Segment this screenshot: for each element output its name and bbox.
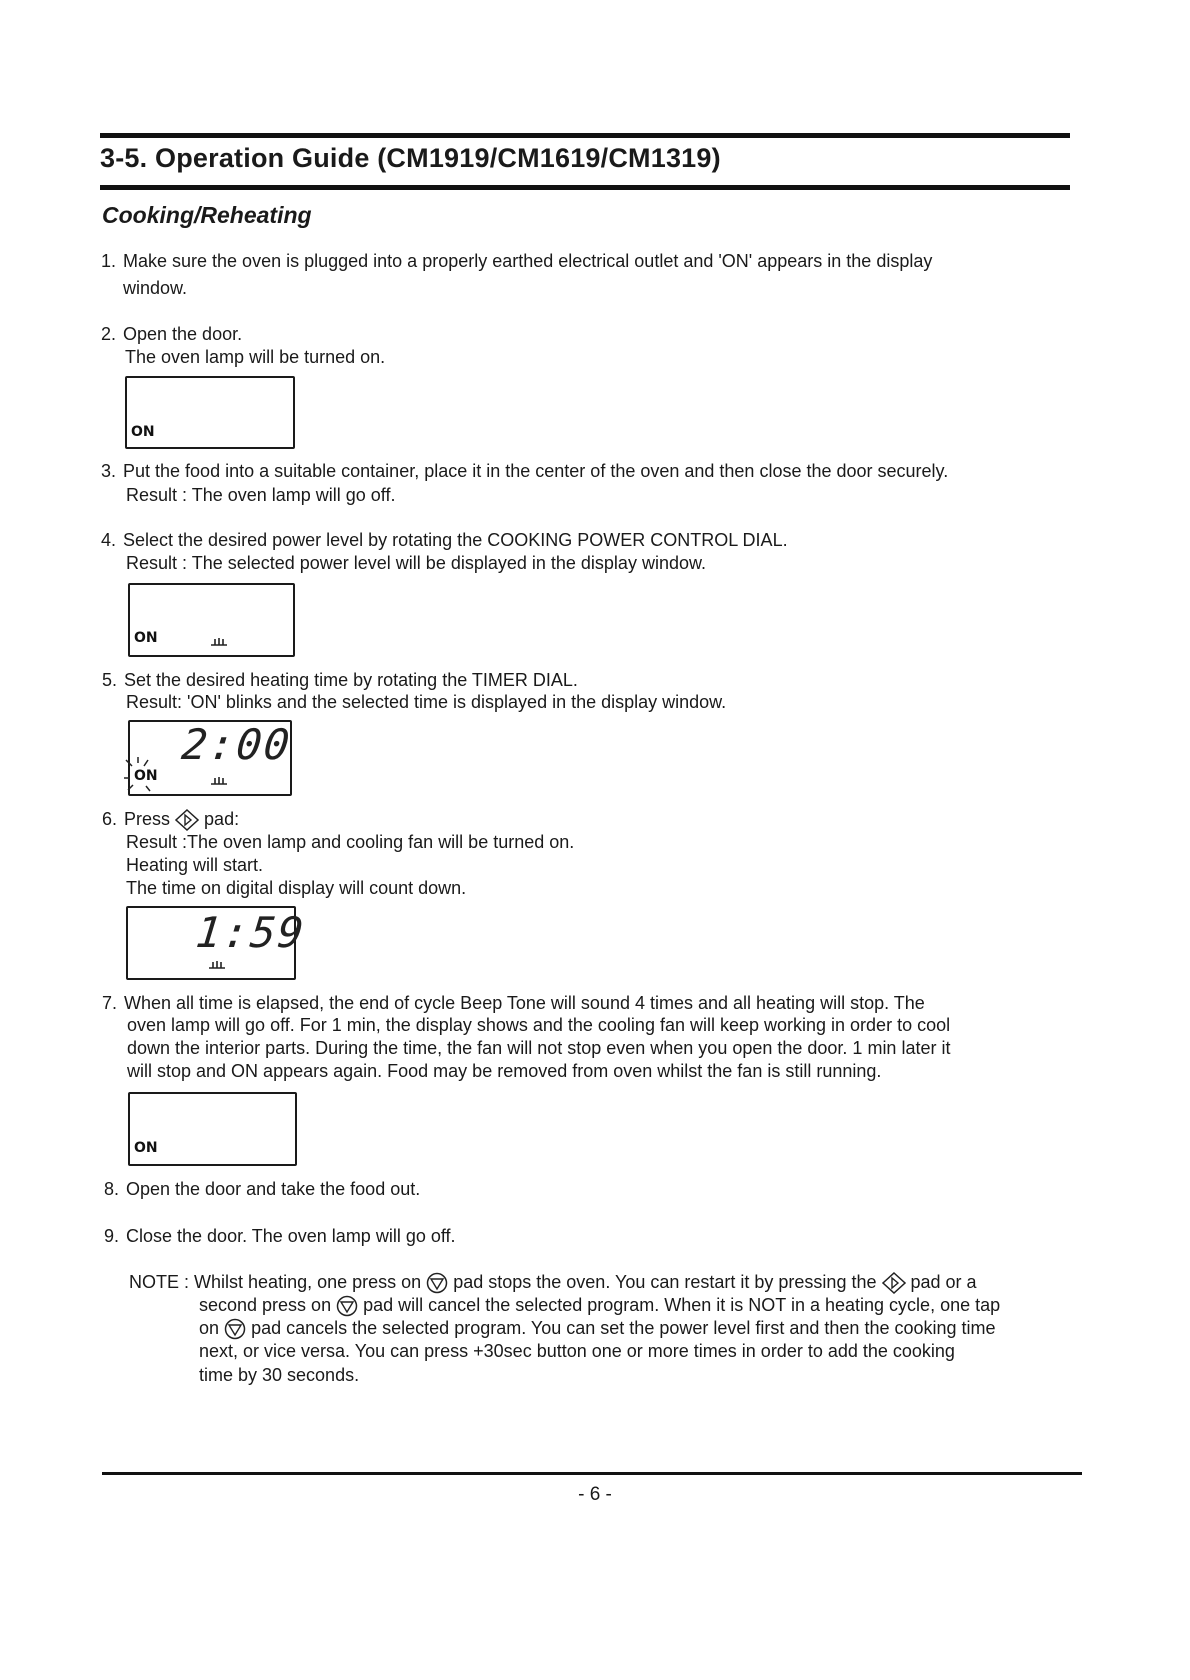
- subsection-title: Cooking/Reheating: [102, 202, 312, 228]
- note-line-5: time by 30 seconds.: [199, 1365, 360, 1385]
- step-7-line-2: oven lamp will go off. For 1 min, the display shows and the cooling fan will keep working in order to cool: [127, 1015, 951, 1035]
- note-line-2: second press on pad will cancel the selected program. When it is NOT in a heating cycle, one tap: [199, 1294, 1000, 1317]
- step-7-line-3: down the interior parts. During the time, the fan will not stop even when you open the door. 1 min later it: [127, 1038, 951, 1058]
- on-indicator: ON: [134, 768, 158, 784]
- time-readout: 2:00: [179, 720, 294, 769]
- on-indicator: ON: [134, 630, 158, 646]
- display-window-2: [128, 583, 295, 657]
- step-7-line-1: 7. When all time is elapsed, the end of cycle Beep Tone will sound 4 times and all heating will stop. The: [102, 993, 925, 1013]
- top-rule: [100, 133, 1070, 138]
- display-window-4: [126, 906, 308, 980]
- step-6-line-2: Result :The oven lamp and cooling fan will be turned on.: [126, 832, 575, 852]
- step-6-line-3: Heating will start.: [126, 855, 264, 875]
- on-indicator: ON: [134, 1140, 158, 1156]
- stop-pad-icon: [224, 1318, 246, 1340]
- display-window-1: [125, 376, 295, 449]
- power-level-icon: [210, 776, 228, 786]
- step-2-line-1: 2. Open the door.: [101, 324, 243, 344]
- display-window-5: [128, 1092, 297, 1166]
- title-underline: [100, 185, 1070, 190]
- on-indicator: ON: [131, 424, 155, 440]
- display-window-3: [128, 720, 292, 796]
- stop-pad-icon: [336, 1295, 358, 1317]
- step-4-line-1: 4. Select the desired power level by rotating the COOKING POWER CONTROL DIAL.: [101, 530, 788, 550]
- stop-pad-icon: [426, 1272, 448, 1294]
- step-7-line-4: will stop and ON appears again. Food may be removed from oven whilst the fan is still running.: [127, 1061, 882, 1081]
- step-9-line-1: 9. Close the door. The oven lamp will go off.: [104, 1226, 456, 1246]
- step-1-line-2: window.: [123, 278, 188, 298]
- step-6-line-4: The time on digital display will count down.: [126, 878, 467, 898]
- page-number: - 6 -: [578, 1484, 612, 1505]
- note-line-4: next, or vice versa. You can press +30sec button one or more times in order to add the cooking: [199, 1341, 955, 1361]
- power-level-icon: [208, 960, 226, 970]
- note-line-1: NOTE : Whilst heating, one press on pad stops the oven. You can restart it by pressing the pad or a: [129, 1271, 977, 1294]
- power-level-icon: [210, 637, 228, 647]
- step-3-line-1: 3. Put the food into a suitable container, place it in the center of the oven and then close the door securely.: [101, 461, 949, 481]
- time-readout: 1:59: [193, 908, 308, 957]
- step-2-line-2: The oven lamp will be turned on.: [125, 347, 386, 367]
- step-6-line-1: 6. Press pad:: [102, 808, 239, 831]
- step-4-line-2: Result : The selected power level will be displayed in the display window.: [126, 553, 706, 573]
- note-line-3: on pad cancels the selected program. You can set the power level first and then the cooking time: [199, 1317, 996, 1340]
- start-pad-icon: [882, 1272, 906, 1294]
- step-3-line-2: Result : The oven lamp will go off.: [126, 485, 396, 505]
- step-8-line-1: 8. Open the door and take the food out.: [104, 1179, 421, 1199]
- step-1-line-1: 1. Make sure the oven is plugged into a properly earthed electrical outlet and 'ON' appears in the display: [101, 251, 933, 271]
- step-5-line-2: Result: 'ON' blinks and the selected time is displayed in the display window.: [126, 692, 727, 712]
- footer-rule: [102, 1472, 1082, 1475]
- step-5-line-1: 5. Set the desired heating time by rotating the TIMER DIAL.: [102, 670, 578, 690]
- section-title: 3-5. Operation Guide (CM1919/CM1619/CM1319): [100, 143, 721, 173]
- start-pad-icon: [175, 809, 199, 831]
